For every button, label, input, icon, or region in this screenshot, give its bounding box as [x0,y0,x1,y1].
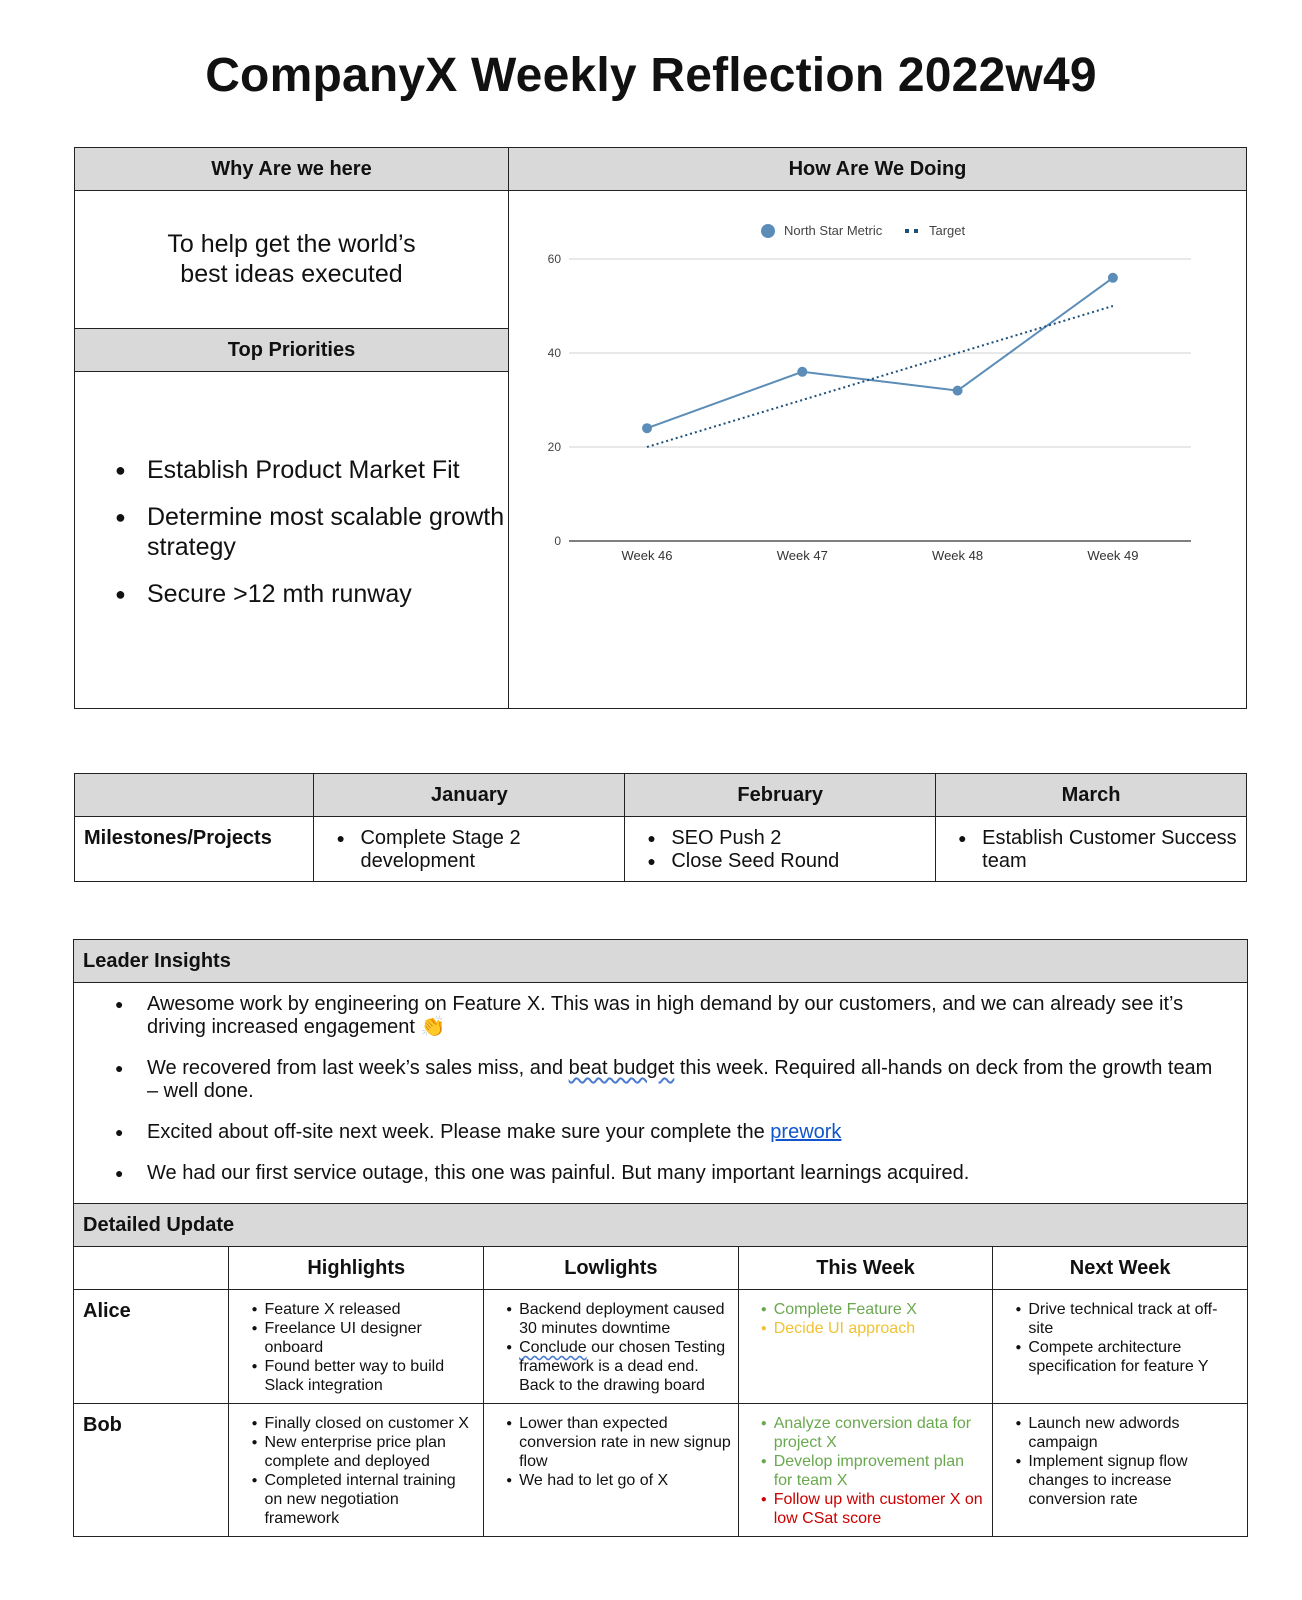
milestone-item: ● SEO Push 2 [671,827,935,850]
spellcheck-word: Conclude [519,1339,587,1356]
milestones-table [74,773,1247,882]
x-tick-label: Week 49 [1087,548,1139,563]
x-tick-label: Week 47 [776,548,828,563]
priority-item: ● Secure >12 mth runway [147,579,508,609]
how-header: How Are We Doing [509,148,1247,191]
insight-text: this week. Required all-hands on deck from the growth team – well done. [147,1057,1213,1102]
month-february: February [625,774,936,817]
col-lowlights: Lowlights [484,1247,739,1290]
y-tick-label: 0 [554,534,561,548]
north-star-point [1108,273,1118,283]
detailed-corner [74,1247,229,1290]
y-tick-label: 60 [547,252,561,266]
priorities-header: Top Priorities [75,329,509,372]
insight-text: Excited about off-site next week. Please make sure your complete the [147,1121,771,1143]
march-items [936,817,1247,882]
person-name: Bob [74,1404,229,1537]
milestone-item: ● Complete Stage 2 development [360,827,624,873]
list-item: ● Freelance UI designer onboard [264,1319,477,1357]
y-tick-label: 40 [547,346,561,360]
mission-line-2: best ideas executed [180,260,403,288]
insights-cell [74,983,1248,1204]
list-item: ● Complete Feature X [774,1300,987,1319]
list-item: ● Develop improvement plan for team X [774,1452,987,1490]
chart-cell [509,191,1247,709]
bob-next-week [993,1404,1248,1537]
detailed-header: Detailed Update [74,1204,1248,1247]
list-item: ● New enterprise price plan complete and deployed [264,1433,477,1471]
alice-next-week [993,1290,1248,1404]
list-item: ● Launch new adwords campaign [1028,1414,1241,1452]
page-title: CompanyX Weekly Reflection 2022w49 [205,49,1097,102]
priority-item: ● Determine most scalable growth strategy [147,502,508,562]
why-cell [75,191,509,329]
north-star-chart [509,191,1246,703]
insight-item: ● Awesome work by engineering on Feature X. This was in high demand by our customers, and we can already see it’s driving increased engagement 👏 [147,993,1227,1039]
list-item: ● Backend deployment caused 30 minutes downtime [519,1300,732,1338]
col-highlights: Highlights [229,1247,484,1290]
insights-table [73,939,1248,1537]
bob-highlights [229,1404,484,1537]
table-row [74,1290,1248,1404]
milestone-item: ● Close Seed Round [671,850,935,873]
month-march: March [936,774,1247,817]
priorities-cell [75,372,509,709]
insight-item [147,1057,1227,1103]
list-text: our chosen Testing framework is a dead end. Back to the drawing board [519,1339,726,1394]
bob-this-week [738,1404,993,1537]
list-item: ● Follow up with customer X on low CSat score [774,1490,987,1528]
overview-table [74,147,1247,709]
why-header: Why Are we here [75,148,509,191]
mission-statement [75,191,508,325]
insight-item [147,1121,1227,1144]
milestone-item: ● Establish Customer Success team [982,827,1246,873]
list-item: ● Lower than expected conversion rate in new signup flow [519,1414,732,1471]
bob-lowlights [484,1404,739,1537]
x-tick-label: Week 48 [932,548,984,563]
person-name: Alice [74,1290,229,1404]
legend-marker-target [905,229,909,233]
prework-link[interactable]: prework [770,1121,842,1143]
north-star-point [953,386,963,396]
insights-header: Leader Insights [74,940,1248,983]
legend-marker-target [914,229,918,233]
col-this-week: This Week [738,1247,993,1290]
january-items [314,817,625,882]
milestones-corner [75,774,314,817]
insight-text: We recovered from last week’s sales miss, and [147,1057,569,1079]
list-item [519,1338,732,1395]
table-row [74,1404,1248,1537]
col-next-week: Next Week [993,1247,1248,1290]
insight-item: ● We had our first service outage, this one was painful. But many important learnings acquired. [147,1162,1227,1185]
legend-marker-north-star [761,224,775,238]
list-item: ● Completed internal training on new negotiation framework [264,1471,477,1528]
alice-this-week [738,1290,993,1404]
list-item: ● Compete architecture specification for feature Y [1028,1338,1241,1376]
alice-highlights [229,1290,484,1404]
list-item: ● Drive technical track at off-site [1028,1300,1241,1338]
x-tick-label: Week 46 [621,548,673,563]
spellcheck-word: beat budget [568,1057,675,1079]
list-item: ● We had to let go of X [519,1471,732,1490]
target-series-line [647,306,1113,447]
list-item: ● Feature X released [264,1300,477,1319]
list-item: ● Analyze conversion data for project X [774,1414,987,1452]
legend-label-target: Target [929,223,966,238]
priority-item: ● Establish Product Market Fit [147,455,508,485]
list-item: ● Implement signup flow changes to increase conversion rate [1028,1452,1241,1509]
priorities-list [75,455,508,609]
insights-list [74,993,1227,1185]
february-items [625,817,936,882]
north-star-point [797,367,807,377]
list-item: ● Found better way to build Slack integration [264,1357,477,1395]
legend-label-north-star: North Star Metric [784,223,883,238]
list-item: ● Decide UI approach [774,1319,987,1338]
north-star-point [642,423,652,433]
month-january: January [314,774,625,817]
alice-lowlights [484,1290,739,1404]
milestones-label: Milestones/Projects [75,817,314,882]
mission-line-1: To help get the world’s [167,230,416,258]
y-tick-label: 20 [547,440,561,454]
list-item: ● Finally closed on customer X [264,1414,477,1433]
